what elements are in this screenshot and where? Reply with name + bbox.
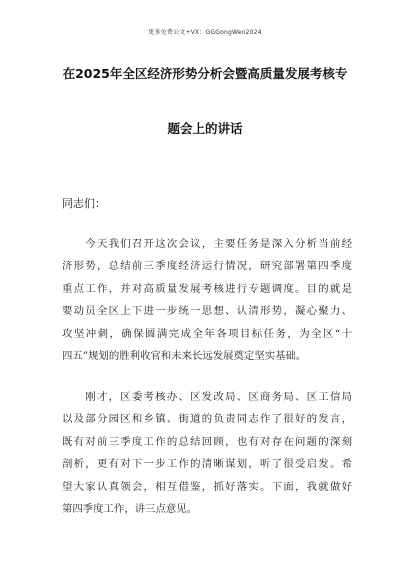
document-title-line-2: 题会上的讲话 [167, 121, 243, 136]
paragraph-line: 刚才，区委考核办、区发改局、区商务局、区工信局 [62, 391, 352, 403]
paragraph-line: 既有对前三季度工作的总结回顾，也有对存在问题的深刻 [62, 435, 352, 448]
paragraph-line: 望大家认真领会，相互借鉴，抓好落实。下面，我就做好 [62, 480, 352, 493]
paragraph-line: 以及部分园区和乡镇、街道的负责同志作了很好的发言， [62, 413, 352, 426]
paragraph-line: 济形势，总结前三季度经济运行情况，研究部署第四季度 [62, 260, 352, 273]
paragraph-line: 剖析，更有对下一步工作的清晰谋划，听了很受启发。希 [62, 458, 352, 471]
paragraph-line: 要动员全区上下进一步统一思想、认清形势，凝心聚力、 [62, 305, 352, 318]
document-title-line-1: 在2025年全区经济形势分析会暨高质量发展考核专 [62, 66, 348, 81]
paragraph-1 [62, 233, 352, 367]
paragraph-line: 攻坚冲刺，确保圆满完成全年各项目标任务，为全区“十 [62, 327, 352, 340]
paragraph-line: 重点工作，并对高质量发展考核进行专题调度。目的就是 [62, 282, 352, 295]
paragraph-line: 四五”规划的胜利收官和未来长远发展奠定坚实基础。 [62, 350, 307, 363]
paragraph-line: 今天我们召开这次会议，主要任务是深入分析当前经 [62, 238, 352, 250]
paragraph-line: 第四季度工作，讲三点意见。 [62, 503, 198, 516]
salutation: 同志们： [62, 197, 106, 210]
header-note: 更多免费公文+VX：GGGongWen2024 [148, 29, 262, 36]
paragraph-2 [62, 386, 352, 520]
